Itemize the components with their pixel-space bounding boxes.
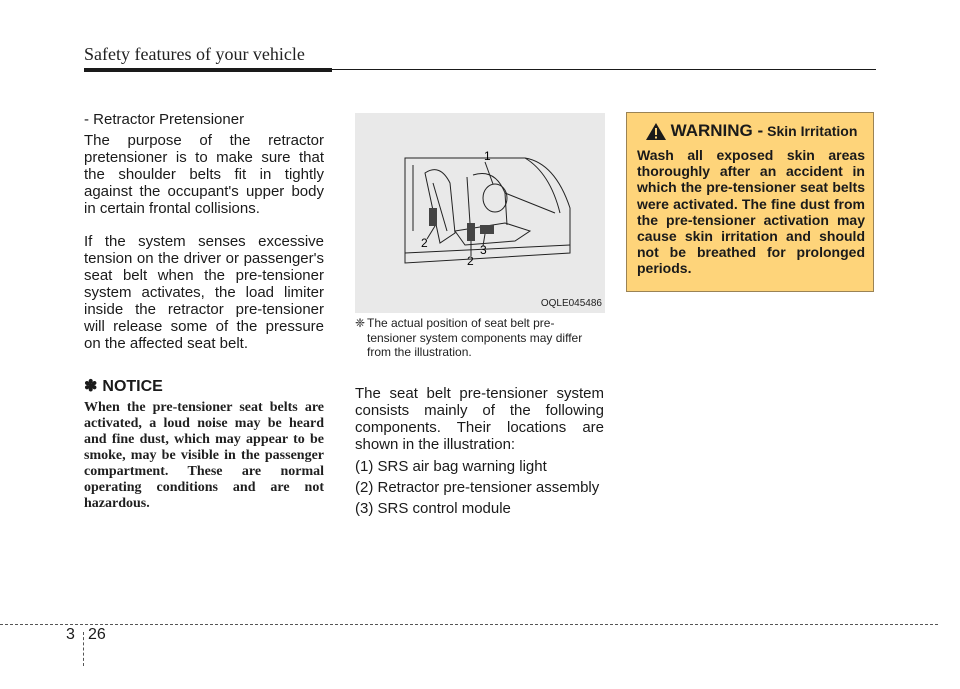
callout-label-1: 1 [484, 149, 491, 163]
component-item-1: (1) SRS air bag warning light [355, 458, 547, 475]
section-number: 3 [66, 626, 75, 643]
left-column [84, 111, 324, 512]
car-interior-drawing [355, 113, 605, 313]
callout-label-2-right: 2 [467, 254, 474, 268]
footer-divider [83, 632, 84, 666]
caption-mark-icon: ❈ [355, 316, 366, 330]
load-limiter-paragraph: If the system senses excessive tension on the driver or passenger's seat belt when the pre-tensioner system activates, the load limiter inside the retractor pre-tensioner will release some of the pressure on the affected seat belt. [84, 233, 324, 352]
system-components-intro: The seat belt pre-tensioner system consists mainly of the following components. Their locations are shown in the illustration: [355, 385, 604, 453]
retractor-subheading: - Retractor Pretensioner [84, 111, 245, 128]
illustration-caption [355, 316, 605, 360]
warning-box [626, 112, 874, 292]
middle-column [355, 385, 604, 517]
retractor-purpose-paragraph: The purpose of the retractor pretensioner is to make sure that the shoulder belts fit in tightly against the occupant's upper body in certain frontal collisions. [84, 132, 324, 217]
callout-label-3: 3 [480, 243, 487, 257]
callout-label-2-left: 2 [421, 236, 428, 250]
warning-triangle-icon [645, 122, 667, 141]
notice-heading [84, 378, 324, 395]
caption-text: The actual position of seat belt pre-tensioner system components may differ from the illustration. [367, 316, 583, 359]
page-number: 26 [88, 626, 106, 643]
warning-title: WARNING - [670, 121, 764, 140]
notice-star-icon: ✽ [84, 378, 98, 395]
warning-heading [637, 121, 865, 141]
page-header-title: Safety features of your vehicle [84, 44, 305, 64]
warning-body: Wash all exposed skin areas thoroughly after an accident in which the pre-tensioner seat belts were activated. The fine dust from the pre-tensioner activation may cause skin irritation and should not be breathed for prolonged periods. [637, 147, 865, 277]
footer-rule [0, 624, 938, 625]
header-rule [84, 68, 876, 72]
illustration-code: OQLE045486 [540, 298, 602, 309]
notice-title: NOTICE [102, 378, 163, 395]
seatbelt-pretensioner-illustration [355, 113, 605, 313]
component-item-3: (3) SRS control module [355, 500, 511, 517]
notice-body: When the pre-tensioner seat belts are activated, a loud noise may be heard and fine dust, which may appear to be smoke, may be visible in the passenger compartment. These are normal operating conditions and are not hazardous. [84, 400, 324, 511]
component-item-2: (2) Retractor pre-tensioner assembly [355, 479, 600, 496]
warning-subtitle: Skin Irritation [767, 123, 858, 139]
